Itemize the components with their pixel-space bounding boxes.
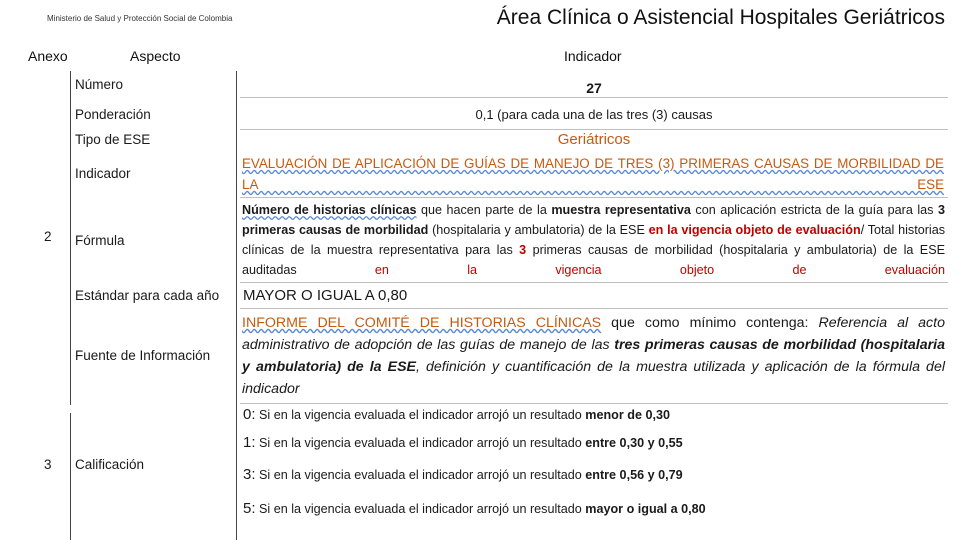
value-tipo-ese: Geriátricos [557, 131, 631, 148]
score-label: 3: [243, 466, 256, 483]
score-label: 5: [243, 500, 256, 517]
value-estandar: MAYOR O IGUAL A 0,80 [243, 287, 408, 304]
formula-part: en la vigencia objeto de evaluación [374, 263, 945, 277]
anexo-number-2: 2 [44, 229, 52, 244]
label-numero: Número [75, 77, 124, 92]
score-label: 1: [243, 434, 256, 451]
fuente-part: que como mínimo contenga: [601, 315, 819, 331]
row-divider [240, 97, 948, 98]
label-ponderacion: Ponderación [75, 107, 151, 122]
column-header-anexo: Anexo [28, 48, 68, 64]
label-fuente: Fuente de Información [75, 348, 211, 363]
formula-part: 3 primeras causas de morbilidad [242, 203, 945, 237]
anexo-number-3: 3 [44, 457, 52, 472]
score-text: Si en la vigencia evaluada el indicador arrojó un resultado [255, 408, 586, 422]
ministry-caption: Ministerio de Salud y Protección Social de Colombia [47, 14, 233, 23]
calificacion-item [243, 433, 683, 453]
score-text: Si en la vigencia evaluada el indicador arrojó un resultado [255, 436, 586, 450]
row-divider [240, 308, 948, 309]
column-header-indicador: Indicador [564, 48, 622, 64]
value-ponderacion: 0,1 (para cada una de las tres (3) causas [475, 107, 713, 122]
label-formula: Fórmula [75, 233, 125, 248]
formula-part: Número de historias clínicas [242, 203, 417, 217]
label-calificacion: Calificación [75, 457, 145, 472]
calificacion-item [243, 405, 670, 425]
fuente-part: , definición y cuantificación de la muestra utilizada y aplicación de la fórmula del indicador [242, 359, 945, 397]
calificacion-item [243, 499, 706, 519]
score-label: 0: [243, 406, 256, 423]
page-title: Área Clínica o Asistencial Hospitales Geriátricos [496, 6, 945, 29]
value-formula [242, 200, 945, 300]
formula-part: muestra representativa [551, 203, 691, 217]
score-range: entre 0,56 y 0,79 [585, 468, 683, 482]
column-divider-anexo [70, 71, 71, 405]
fuente-part: INFORME DEL COMITÉ DE HISTORIAS CLÍNICAS [242, 315, 602, 331]
score-range: entre 0,30 y 0,55 [585, 436, 683, 450]
column-divider-anexo-lower [70, 413, 71, 540]
label-indicador: Indicador [75, 166, 131, 181]
column-divider-aspecto [236, 71, 237, 540]
score-range: menor de 0,30 [585, 408, 670, 422]
score-text: Si en la vigencia evaluada el indicador arrojó un resultado [255, 468, 586, 482]
formula-part: 3 [519, 243, 527, 257]
label-estandar: Estándar para cada año [75, 288, 220, 303]
fuente-part: tres primeras causas de morbilidad (hospitalaria y ambulatoria) de la ESE [242, 337, 945, 375]
score-range: mayor o igual a 0,80 [585, 502, 706, 516]
formula-part: que hacen parte de la [416, 203, 552, 217]
indicador-text: EVALUACIÓN DE APLICACIÓN DE GUÍAS DE MANEJO DE TRES (3) PRIMERAS CAUSAS DE MORBILIDAD DE LA ESE [242, 156, 944, 192]
label-tipo-ese: Tipo de ESE [75, 132, 151, 147]
formula-part: con aplicación estricta de la guía para las [690, 203, 938, 217]
formula-part: (hospitalaria y ambulatoria) de la ESE [428, 223, 649, 237]
row-divider [240, 129, 948, 130]
column-header-aspecto: Aspecto [130, 48, 181, 64]
score-text: Si en la vigencia evaluada el indicador arrojó un resultado [255, 502, 586, 516]
formula-part: / Total historias clínicas de la muestra representativa para las [242, 223, 946, 257]
calificacion-item [243, 465, 683, 485]
formula-part: en la vigencia objeto de evaluación [648, 223, 861, 237]
formula-part: primeras causas de morbilidad (hospitalaria y ambulatoria) de la ESE auditadas [242, 243, 945, 277]
fuente-part: Referencia al acto administrativo de adopción de las guías de manejo de las [242, 315, 945, 353]
value-numero: 27 [586, 80, 602, 96]
